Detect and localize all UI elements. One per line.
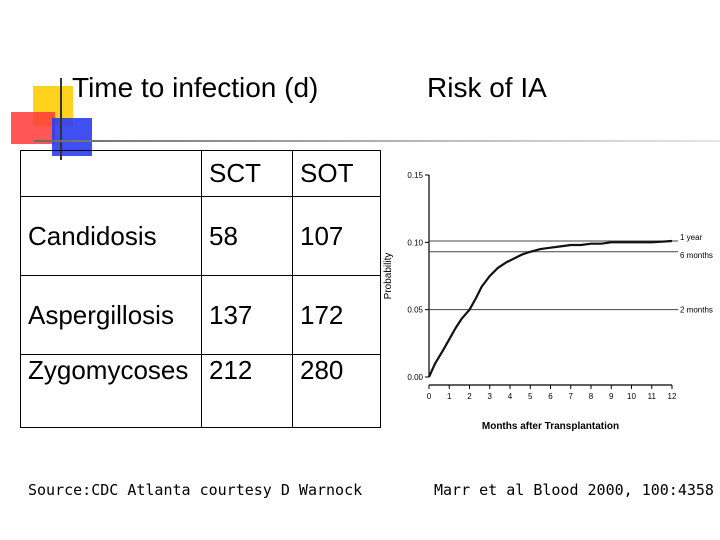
table-cell: 137 [202, 276, 293, 355]
table-cell: 280 [293, 355, 381, 428]
x-axis-title: Months after Transplantation [481, 421, 620, 432]
x-tick-label: 4 [507, 392, 513, 401]
x-tick-label: 10 [627, 392, 636, 401]
header-cell: SOT [293, 151, 381, 197]
table-cell: 212 [202, 355, 293, 428]
x-tick-label: 0 [426, 392, 432, 401]
right-source-note: Marr et al Blood 2000, 100:4358 [434, 481, 714, 499]
x-tick-label: 12 [667, 392, 677, 401]
y-tick-label: 0.05 [407, 305, 423, 315]
x-tick-label: 9 [609, 392, 614, 401]
table-header-row [21, 151, 381, 197]
x-tick-label: 1 [447, 392, 452, 401]
probability-curve [429, 241, 672, 377]
y-tick-label: 0.15 [407, 171, 423, 180]
x-tick-label: 5 [528, 392, 533, 401]
table-cell: 172 [293, 276, 381, 355]
table-cell: Zygomycoses [21, 355, 202, 428]
left-title: Time to infection (d) [72, 72, 319, 103]
table-row [21, 355, 381, 428]
table-row [21, 197, 381, 276]
reference-line-label: 6 months [680, 250, 713, 260]
header-cell: SCT [202, 151, 293, 197]
y-axis-title: Probability [383, 252, 394, 300]
vertical-rule [60, 78, 62, 160]
table-cell: Candidosis [21, 197, 202, 276]
header-cell [21, 151, 202, 197]
table-cell: Aspergillosis [21, 276, 202, 355]
y-tick-label: 0.00 [407, 373, 423, 382]
x-tick-label: 8 [588, 392, 594, 401]
risk-curve-chart [375, 155, 720, 445]
y-tick-label: 0.10 [407, 238, 423, 248]
table-row [21, 276, 381, 355]
table-cell: 58 [202, 197, 293, 276]
infection-time-table [20, 150, 381, 428]
x-tick-label: 7 [568, 392, 573, 401]
x-tick-label: 2 [467, 392, 472, 401]
title-underline [34, 140, 720, 142]
table-cell: 107 [293, 197, 381, 276]
reference-line-label: 2 months [680, 305, 713, 315]
right-title: Risk of IA [427, 72, 547, 103]
x-tick-label: 3 [487, 392, 492, 401]
reference-line-label: 1 year [680, 232, 703, 242]
x-tick-label: 6 [548, 392, 553, 401]
left-source-note: Source:CDC Atlanta courtesy D Warnock [28, 481, 363, 499]
x-tick-label: 11 [647, 392, 656, 401]
